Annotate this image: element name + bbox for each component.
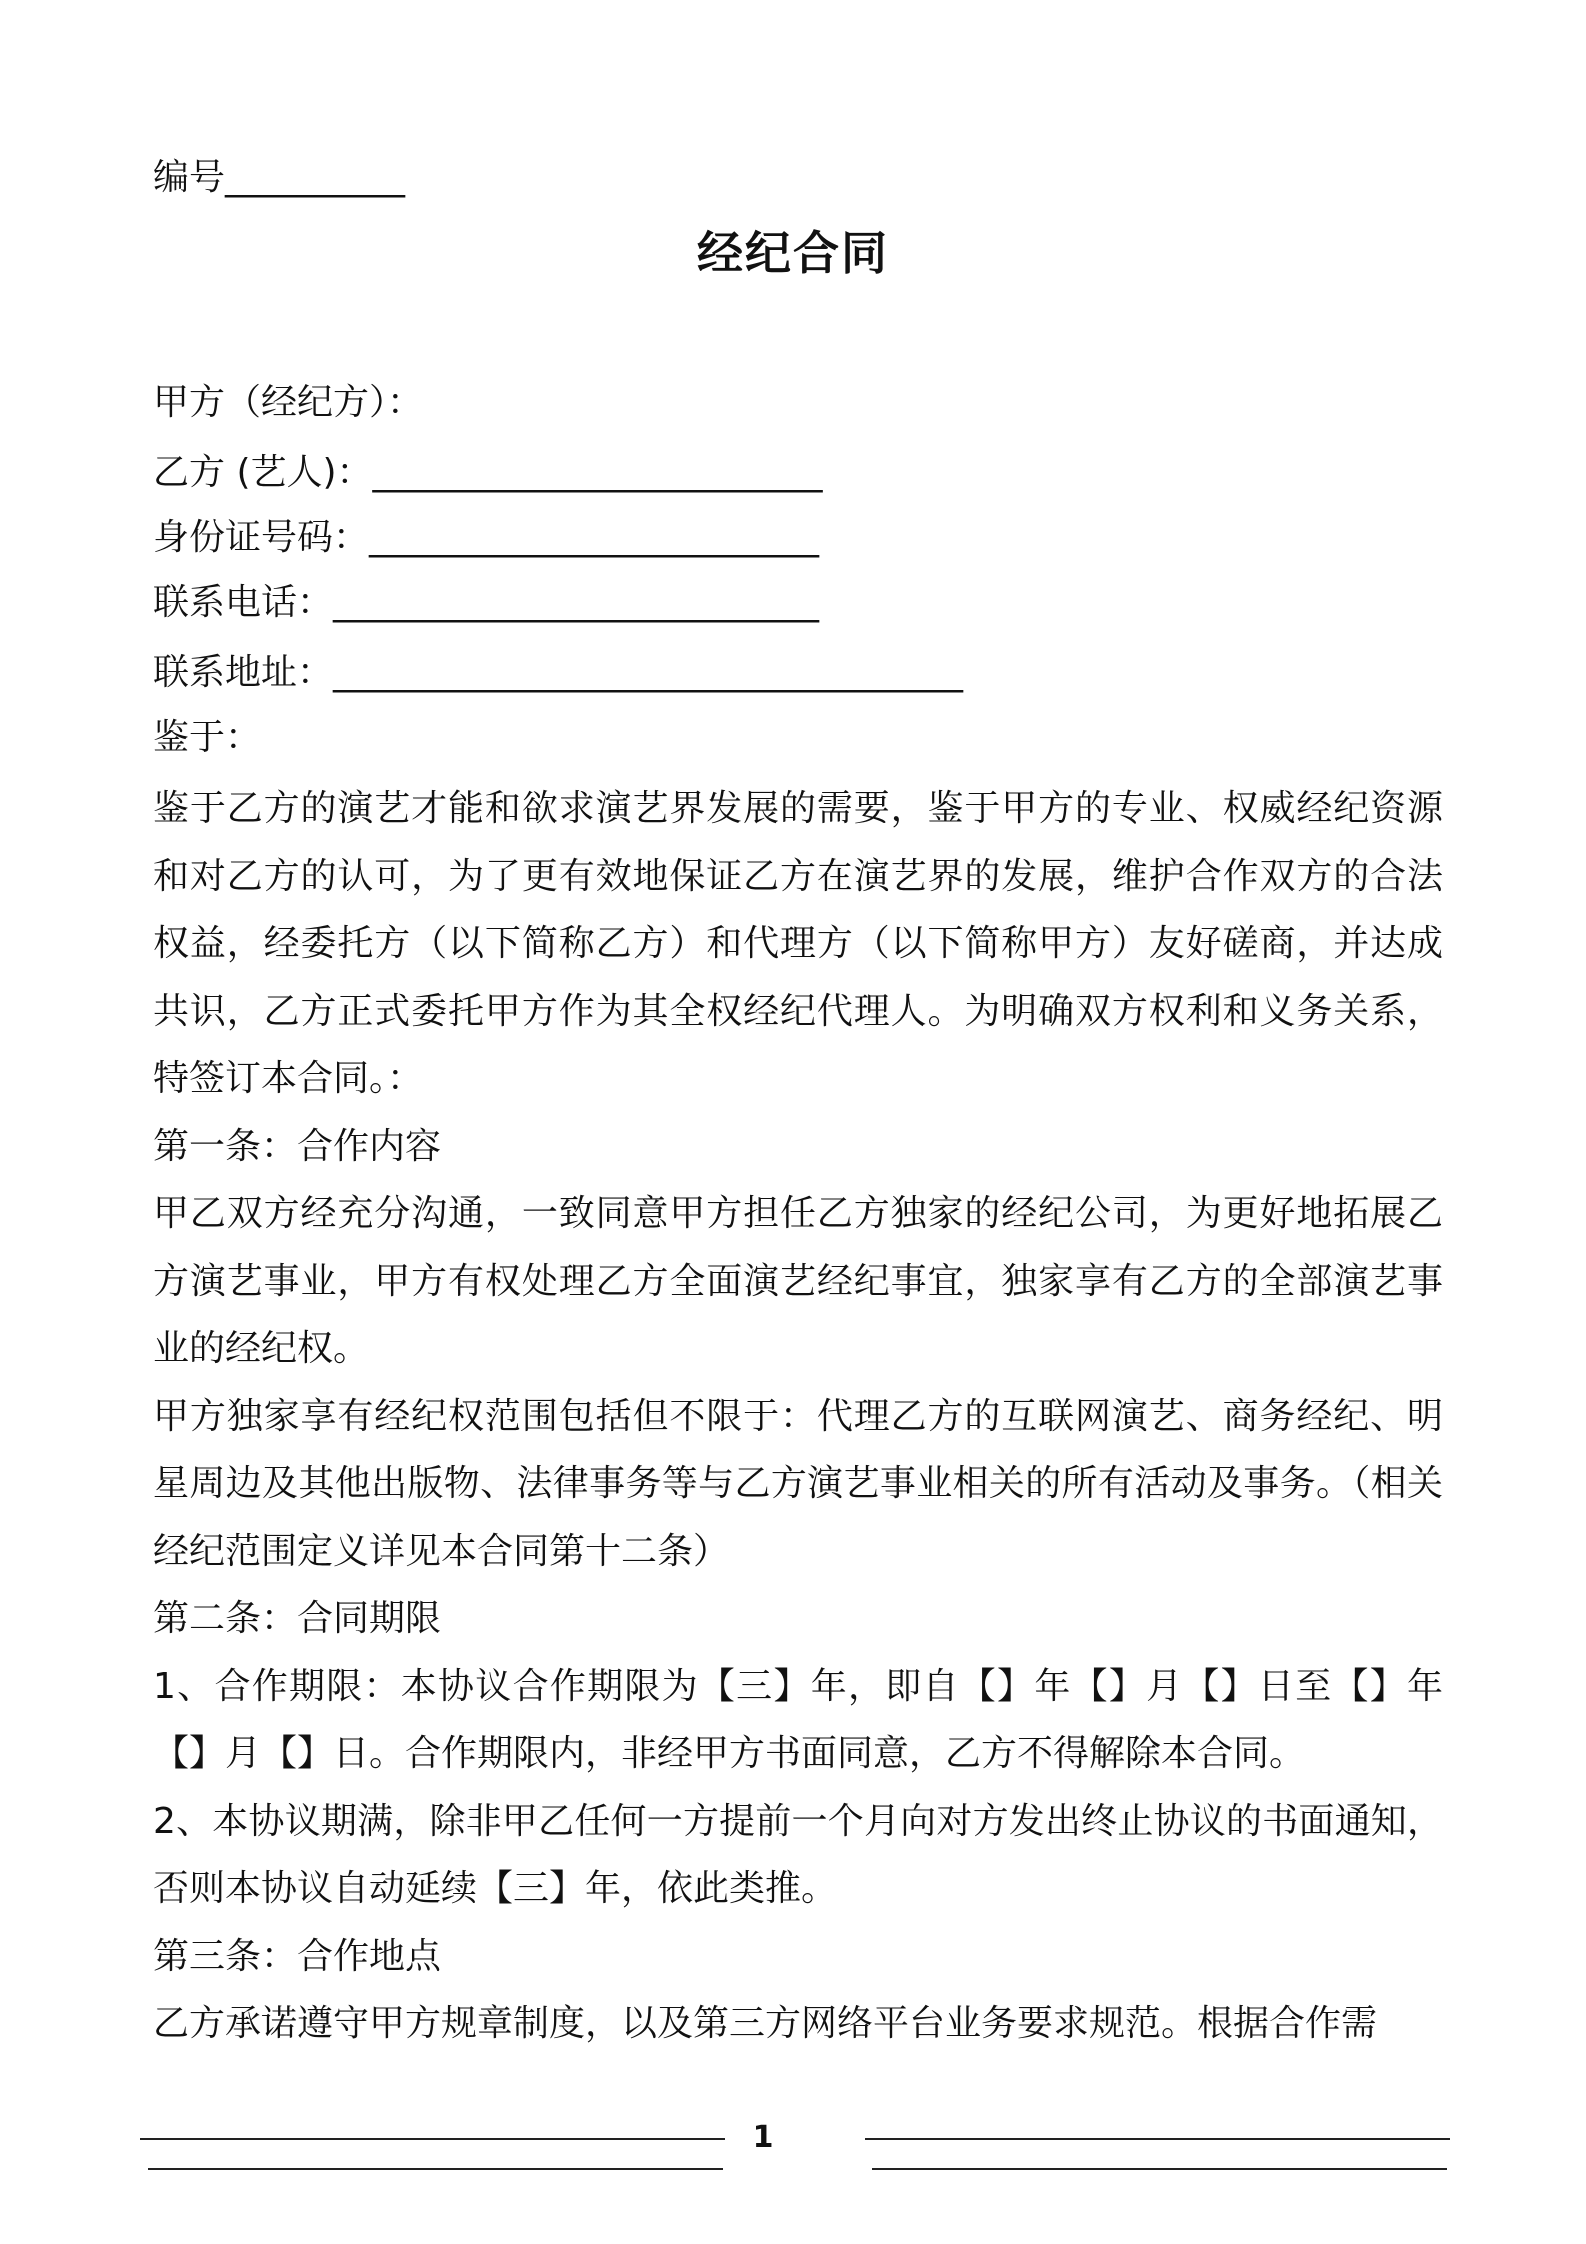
document-number: 编号__________ [153,157,406,198]
document-title: 经纪合同 [697,226,889,280]
footer-rule-left-top [140,2138,725,2140]
page-footer [0,2118,1586,2178]
whereas-label: 鉴于： [153,717,262,758]
party-b-field: 乙方 (艺人)：_________________________ [153,452,823,493]
id-number-field: 身份证号码：_________________________ [153,517,820,558]
phone-field: 联系电话：___________________________ [153,582,820,623]
footer-rule-right-bottom [872,2168,1447,2170]
article-3-heading: 第三条：合作地点 [153,1935,442,1977]
article-2-heading: 第二条：合同期限 [153,1598,442,1639]
preamble-paragraph: 鉴于乙方的演艺才能和欲求演艺界发展的需要，鉴于甲方的专业、权威经纪资源和对乙方的认可，为了更有效地保证乙方在演艺界的发展，维护合作双方的合法权益，经委托方（以下简称乙方）和代理方（以下简称甲方）友好磋商，并达成共识，乙方正式委托甲方作为其全权经纪代理人。为明确双方权利和义务关系，特签订本合同。： [153,788,1443,1099]
article-2-clause-1: 1、合作期限：本协议合作期限为【三】年，即自【】年【】月【】日至【】年【】月【】日。合作期限内，非经甲方书面同意，乙方不得解除本合同。 [153,1665,1443,1774]
footer-rule-right-top [865,2138,1450,2140]
article-1-heading: 第一条：合作内容 [153,1125,442,1167]
footer-rule-left-bottom [148,2168,723,2170]
address-field: 联系地址：___________________________________ [153,652,964,693]
page-number: 1 [752,2120,774,2155]
article-2-clause-2: 2、本协议期满，除非甲乙任何一方提前一个月向对方发出终止协议的书面通知，否则本协议自动延续【三】年，依此类推。 [153,1800,1443,1909]
article-1-paragraph-1: 甲乙双方经充分沟通，一致同意甲方担任乙方独家的经纪公司，为更好地拓展乙方演艺事业，甲方有权处理乙方全面演艺经纪事宜，独家享有乙方的全部演艺事业的经纪权。 [153,1193,1443,1369]
article-3-paragraph: 乙方承诺遵守甲方规章制度，以及第三方网络平台业务要求规范。根据合作需 [153,2003,1378,2044]
article-1-paragraph-2: 甲方独家享有经纪权范围包括但不限于：代理乙方的互联网演艺、商务经纪、明星周边及其他出版物、法律事务等与乙方演艺事业相关的所有活动及事务。（相关经纪范围定义详见本合同第十二条） [153,1395,1443,1572]
party-a-label: 甲方（经纪方）： [153,382,424,423]
contract-body [153,775,1443,2058]
